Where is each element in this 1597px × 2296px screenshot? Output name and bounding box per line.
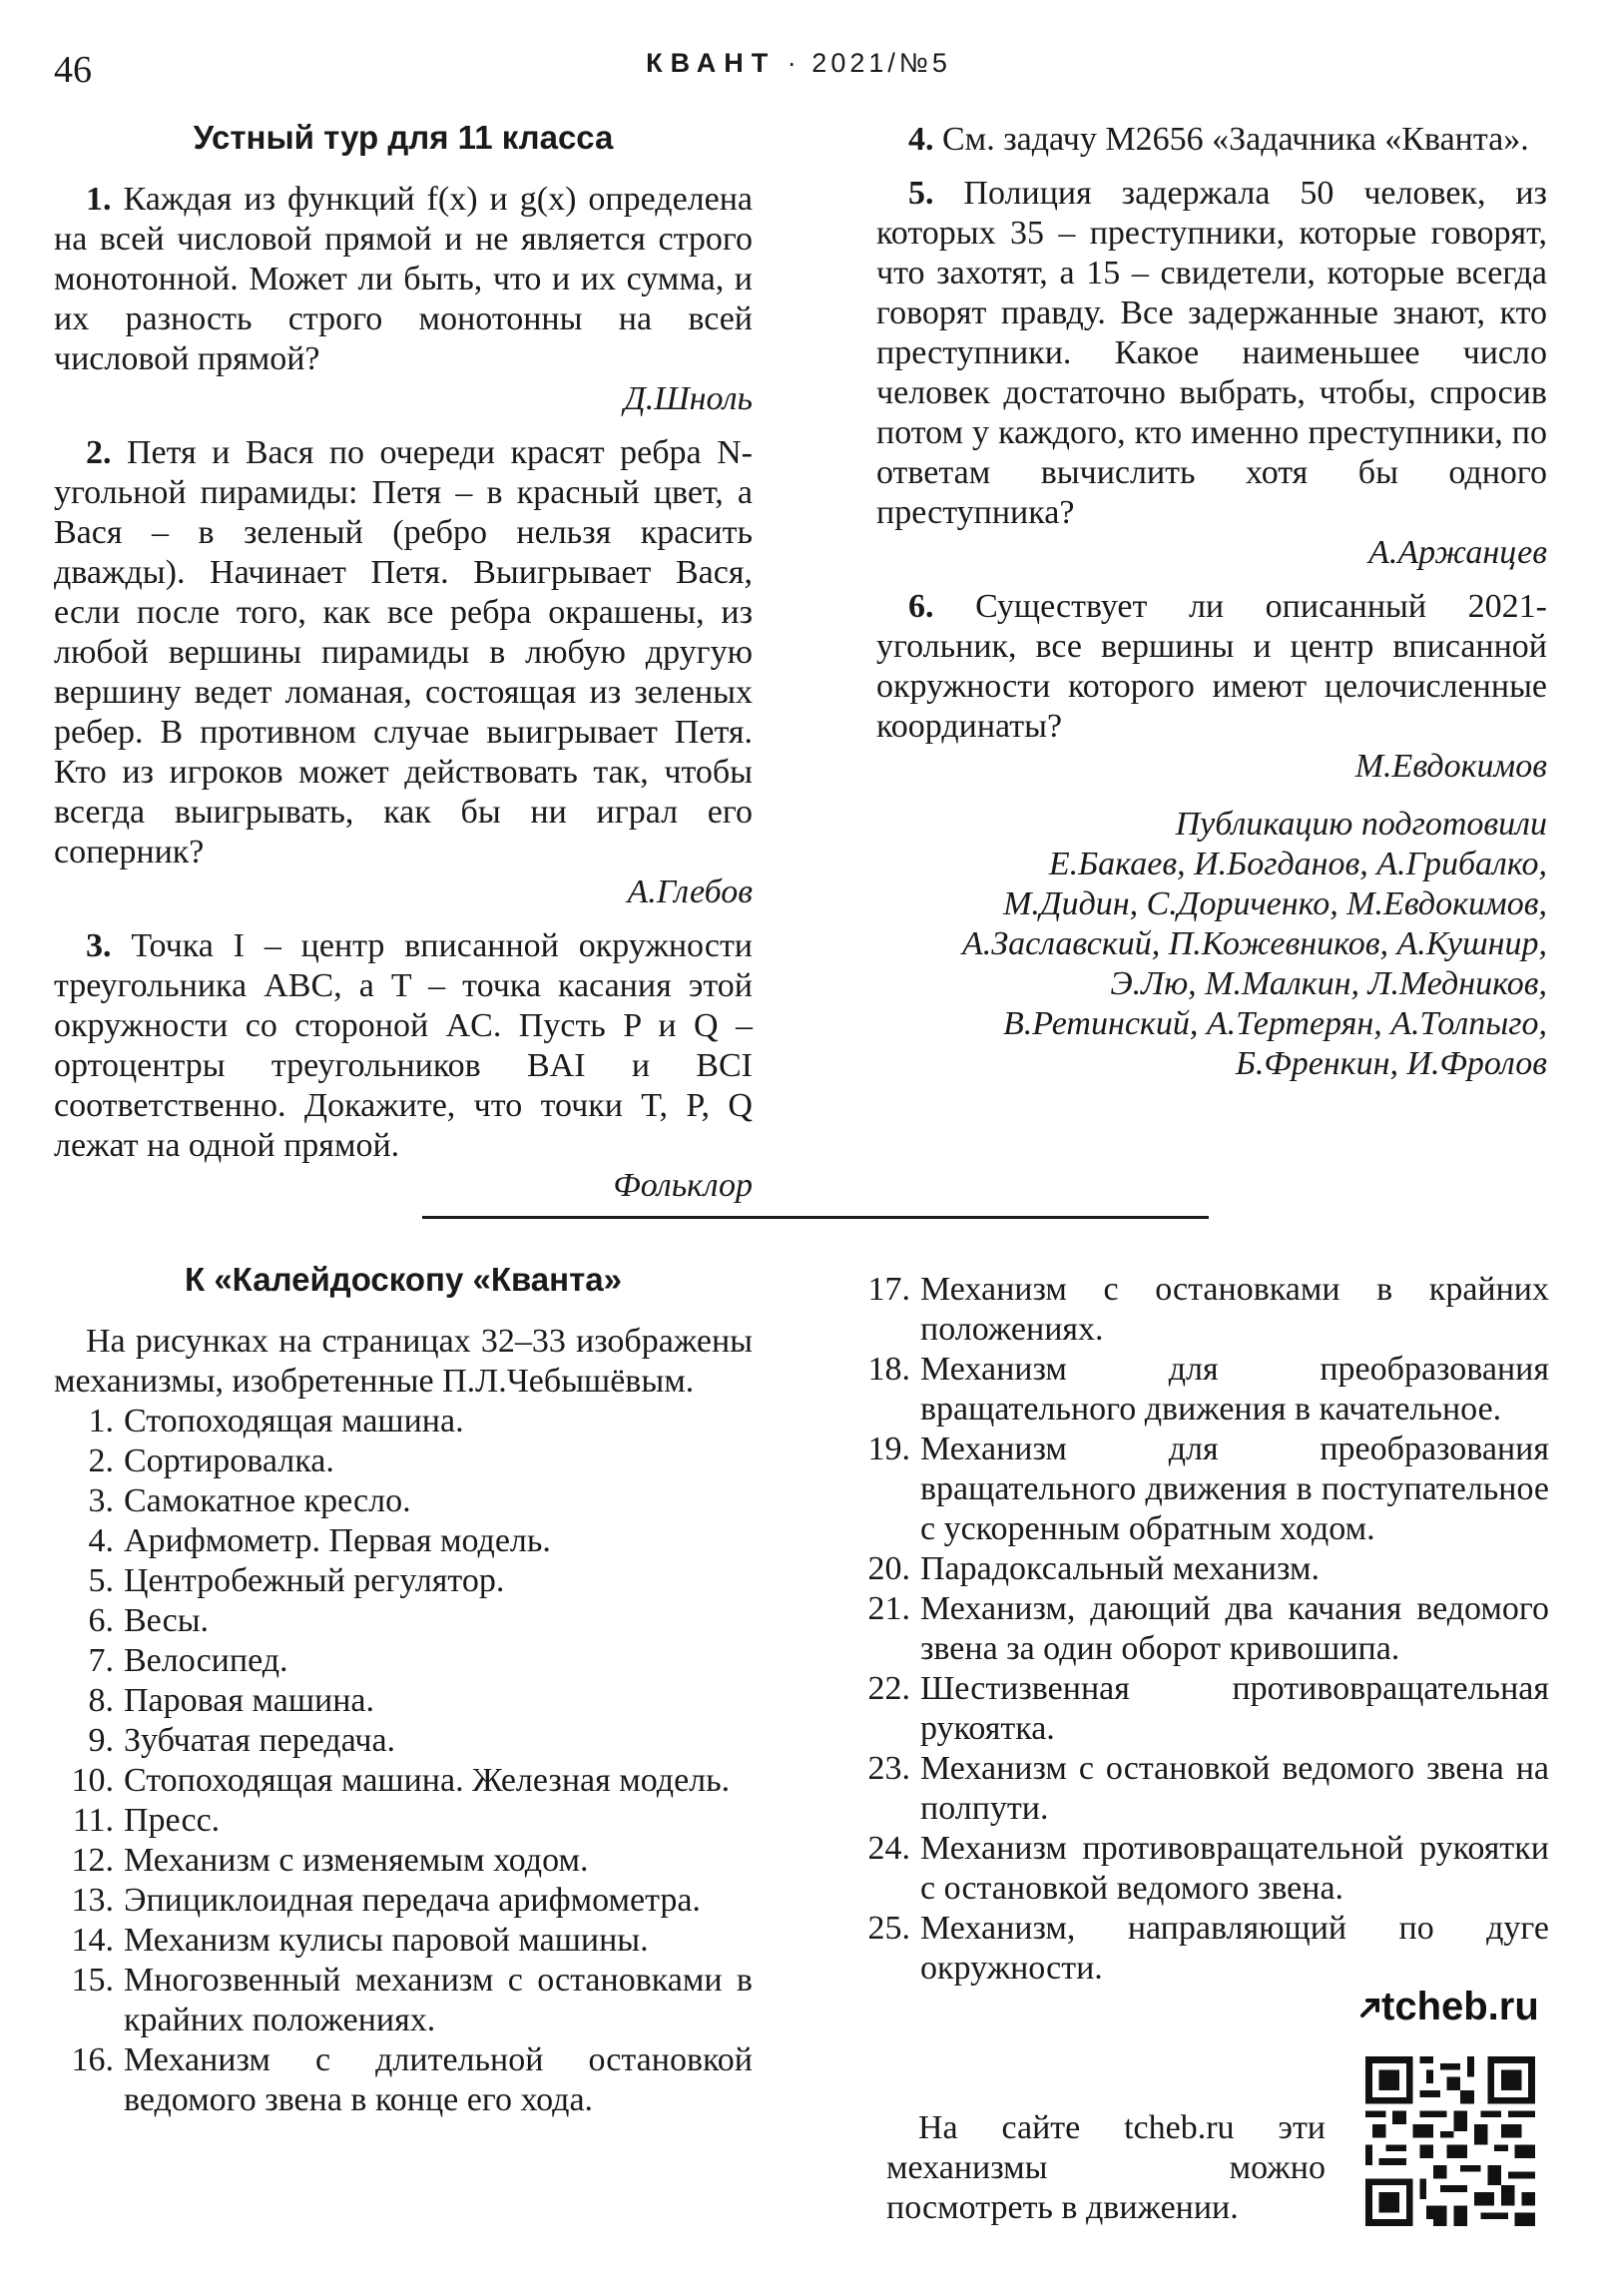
header-separator: ·: [787, 48, 800, 78]
problem-author: М.Евдокимов: [1354, 748, 1547, 785]
list-item: 9. Зубчатая передача.: [88, 1722, 396, 1759]
problem-6: [876, 587, 1547, 787]
list-item: 2. Сортировалка.: [88, 1442, 334, 1479]
problem-number: 5.: [908, 175, 934, 212]
oral-round-left-column: [54, 118, 753, 1220]
magazine-name: КВАНТ: [646, 48, 777, 78]
section-divider: [422, 1216, 1209, 1219]
problem-number: 2.: [86, 434, 112, 471]
problem-4: [876, 120, 1547, 160]
problem-number: 3.: [86, 927, 112, 964]
mechanism-list-right: [850, 1270, 1549, 1989]
oral-round-right-column: [876, 120, 1547, 1084]
list-item: 23. Механизм с остановкой ведомого звена на полпути.: [867, 1750, 1549, 1827]
list-item: 11. Пресс.: [72, 1802, 221, 1839]
problem-1: [54, 180, 753, 419]
site-logo-text: tcheb.ru: [1381, 1985, 1539, 2028]
list-item: 18. Механизм для преобразования вращательного движения в качательное.: [867, 1351, 1549, 1428]
problem-2: [54, 433, 753, 912]
problem-text: Существует ли описанный 2021-угольник, все вершины и центр вписанной окружности которого имеют целочисленные координаты?: [876, 588, 1547, 745]
credits-line: Е.Бакаев, И.Богданов, А.Грибалко,: [1048, 846, 1547, 882]
problem-number: 6.: [908, 588, 934, 625]
running-head: [0, 48, 1597, 79]
problem-text: Точка I – центр вписанной окружности треугольника ABC, а T – точка касания этой окружности со стороной AC. Пусть P и Q – ортоцентры треугольников BAI и BCI соответственно. Докажите, что точки T, P, Q лежат на одной прямой.: [54, 927, 753, 1164]
list-item: 3. Самокатное кресло.: [88, 1482, 411, 1519]
publication-credits: [876, 805, 1547, 1084]
list-item: 8. Паровая машина.: [88, 1682, 375, 1719]
problem-5: [876, 174, 1547, 573]
list-item: 14. Механизм кулисы паровой машины.: [71, 1922, 649, 1959]
list-item: 10. Стопоходящая машина. Железная модель.: [71, 1762, 731, 1799]
list-item: 19. Механизм для преобразования вращательного движения в поступательное с ускоренным обратным ходом.: [867, 1431, 1549, 1547]
credits-line: Публикацию подготовили: [1175, 806, 1547, 843]
list-item: 5. Центробежный регулятор.: [88, 1562, 505, 1599]
credits-line: Э.Лю, М.Малкин, Л.Медников,: [1110, 965, 1547, 1002]
cursor-arrow-icon: [1359, 1997, 1381, 2018]
kaleidoscope-left-column: [54, 1260, 753, 2120]
site-note: На сайте tcheb.ru эти механизмы можно посмотреть в движении.: [886, 2109, 1326, 2226]
list-item: 25. Механизм, направляющий по дуге окружности.: [867, 1910, 1549, 1987]
kaleidoscope-right-column: [850, 1270, 1549, 1989]
kaleidoscope-intro: На рисунках на страницах 32–33 изображены механизмы, изобретенные П.Л.Чебышёвым.: [54, 1323, 753, 1400]
credits-line: М.Дидин, С.Дориченко, М.Евдокимов,: [1003, 885, 1547, 922]
section-title-kaleidoscope: К «Калейдоскопу «Кванта»: [185, 1261, 622, 1298]
problem-author: Д.Шноль: [624, 380, 753, 417]
problem-author: А.Аржанцев: [1368, 534, 1547, 571]
list-item: 4. Арифмометр. Первая модель.: [88, 1522, 551, 1559]
list-item: 13. Эпициклоидная передача арифмометра.: [71, 1882, 701, 1919]
problem-text: Петя и Вася по очереди красят ребра N-угольной пирамиды: Петя – в красный цвет, а Вася – в зеленый (ребро нельзя красить дважды). Начинает Петя. Выигрывает Вася, если после того, как все ребра окрашены, из любой вершины пирамиды в любую другую вершину ведет ломаная, состоящая из зеленых ребер. В противном случае выигрывает Петя. Кто из игроков может действовать так, чтобы всегда выигрывать, как бы ни играл его соперник?: [54, 434, 754, 870]
credits-line: Б.Френкин, И.Фролов: [1235, 1045, 1547, 1082]
list-item: 12. Механизм с изменяемым ходом.: [71, 1842, 589, 1879]
mechanism-list-left: [54, 1402, 753, 2120]
problem-author: Фольклор: [613, 1167, 753, 1204]
qr-code-icon[interactable]: [1365, 2056, 1535, 2226]
list-item: 15. Многозвенный механизм с остановками в крайних положениях.: [71, 1962, 753, 2038]
site-logo[interactable]: [1359, 1985, 1539, 2029]
credits-line: А.Заславский, П.Кожевников, А.Кушнир,: [961, 925, 1547, 962]
issue-number: 2021/№5: [811, 48, 951, 78]
list-item: 7. Велосипед.: [88, 1642, 288, 1679]
problem-3: [54, 926, 753, 1206]
list-item: 1. Стопоходящая машина.: [88, 1403, 464, 1439]
list-item: 6. Весы.: [88, 1602, 210, 1639]
list-item: 21. Механизм, дающий два качания ведомого звена за один оборот кривошипа.: [867, 1590, 1549, 1667]
problem-text: См. задачу М2656 «Задачника «Кванта».: [942, 121, 1529, 158]
list-item: 24. Механизм противовращательной рукоятки с остановкой ведомого звена.: [867, 1830, 1549, 1907]
problem-number: 1.: [86, 181, 112, 218]
problem-author: А.Глебов: [627, 873, 753, 910]
list-item: 16. Механизм с длительной остановкой ведомого звена в конце его хода.: [71, 2041, 753, 2118]
list-item: 22. Шестизвенная противовращательная рукоятка.: [867, 1670, 1549, 1747]
problem-text: Полиция задержала 50 человек, из которых 35 – преступники, которые говорят, что захотят, а 15 – свидетели, которые всегда говорят правду. Все задержанные знают, кто преступники. Какое наименьшее число человек достаточно выбрать, чтобы, спросив потом у каждого, кто именно преступники, по ответам вычислить хотя бы одного преступника?: [876, 175, 1547, 531]
section-title-oral-round: Устный тур для 11 класса: [193, 119, 614, 156]
problem-number: 4.: [908, 121, 934, 158]
list-item: 17. Механизм с остановками в крайних положениях.: [867, 1271, 1549, 1348]
problem-text: Каждая из функций f(x) и g(x) определена на всей числовой прямой и не является строго монотонной. Может ли быть, что и их сумма, и их разность строго монотонны на всей числовой прямой?: [54, 181, 754, 377]
credits-line: В.Ретинский, А.Тертерян, А.Толпыго,: [1002, 1005, 1547, 1042]
page-number: 46: [54, 49, 92, 91]
list-item: 20. Парадоксальный механизм.: [867, 1550, 1320, 1587]
